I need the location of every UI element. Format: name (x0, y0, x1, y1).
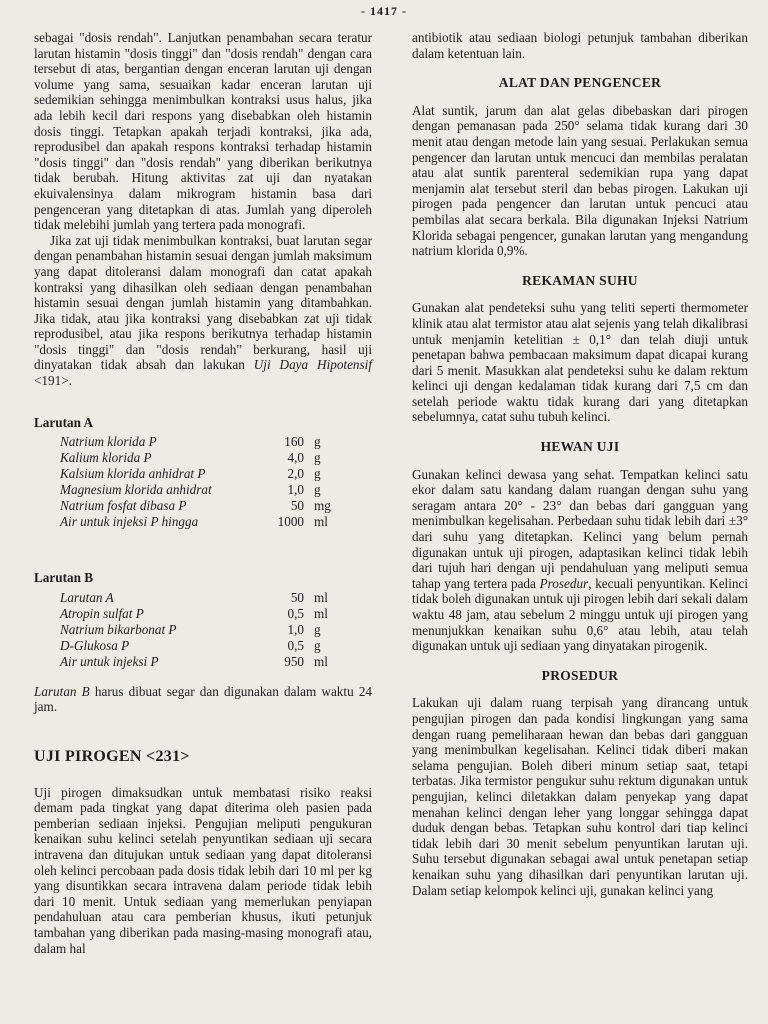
ingredient-unit: g (314, 482, 321, 498)
ingredient-name: Larutan A (60, 589, 114, 605)
histamine-paragraph-2 (34, 233, 372, 389)
table-row (60, 514, 354, 530)
page-number: - 1417 - (361, 4, 407, 18)
table-row (60, 450, 354, 466)
ingredient-unit: g (314, 434, 321, 450)
procedure-reference: Prosedur (539, 575, 589, 591)
ingredient-qty: 50 (290, 589, 304, 605)
ingredient-qty: 1,0 (287, 621, 304, 637)
ingredient-name: Kalium klorida P (60, 450, 152, 466)
ingredient-unit: g (314, 621, 321, 637)
ingredient-name: Natrium fosfat dibasa P (60, 498, 187, 514)
ingredient-unit: g (314, 637, 321, 653)
section-heading-equipment: ALAT DAN PENGENCER (498, 75, 662, 91)
section-heading-animals: HEWAN UJI (540, 439, 620, 455)
section-heading-procedure: PROSEDUR (541, 667, 619, 683)
table-row (60, 654, 354, 670)
solution-a-title: Larutan A (34, 414, 93, 430)
pyrogen-test-heading: UJI PIROGEN <231> (34, 748, 190, 766)
pyrogen-intro-paragraph: Uji pirogen dimaksudkan untuk membatasi risiko reaksi demam pada tingkat yang dapat diterima oleh pasien pada pemberian sediaan injeksi. Pengujian meliputi pengukuran kenaikan suhu kelinci setelah penyuntikan sediaan uji secara intravena dan ditujukan untuk sediaan yang dapat ditoleransi oleh kelinci percobaan pada dosis tidak lebih dari 10 ml per kg yang disuntikkan secara intravena dalam periode tidak lebih dari 10 menit. Untuk sediaan yang memerlukan penyiapan pendahuluan atau cara pemberian khusus, ikuti petunjuk tambahan yang diberikan pada masing-masing monografi atau, dalam hal (34, 784, 372, 956)
hypotensive-test-reference: Uji Daya Hipotensif (253, 357, 372, 373)
table-row (60, 482, 354, 498)
para2-tail: <191>. (34, 373, 72, 389)
solution-b-title: Larutan B (34, 570, 93, 586)
histamine-paragraph: sebagai "dosis rendah". Lanjutkan penambahan secara teratur larutan histamin "dosis tinggi" dan "dosis rendah" dengan cara tersebut di atas, bergantian dengan enceran larutan uji dengan volume yang sama, sesuaikan kadar enceran larutan uji sedemikian sehingga menimbulkan kontraksi usus halus, jika ada lebih kecil dari respons yang disebabkan oleh histamin dosis tinggi. Tetapkan apakah terjadi kontraksi, jika ada, reprodusibel dan apakah respons kontraksi terhadap histamin "dosis tinggi" dan "dosis rendah" yang diberikan berikutnya tidak berubah. Hitung aktivitas zat uji dan nyatakan ekuivalensinya dalam mikrogram histamin basa dari pengenceran yang ditetapkan di atas. Jumlah yang diperoleh tidak melebihi jumlah yang tertera pada monografi. (34, 30, 372, 233)
table-row (60, 638, 354, 654)
ingredient-unit: ml (314, 514, 328, 530)
ingredient-qty: 1000 (277, 514, 304, 530)
ingredient-unit: g (314, 450, 321, 466)
ingredient-unit: ml (314, 605, 328, 621)
ingredient-qty: 2,0 (287, 466, 304, 482)
solution-b-reference: Larutan B (34, 683, 90, 699)
table-row (60, 606, 354, 622)
animals-text: Gunakan kelinci dewasa yang sehat. Tempatkan kelinci satu ekor dalam satu kandang dalam ruangan dengan suhu yang seragam antara 20° - 23° dan bebas dari gangguan yang menimbulkan kegelisahan. Perbedaan suhu tidak lebih dari ±3° dari suhu yang ditetapkan. Kelinci yang belum pernah digunakan untuk uji pirogen, adaptasikan kelinci tidak lebih dari tujuh hari dengan uji pendahuluan yang meliputi semua tahap yang tertera pada (412, 466, 748, 591)
ingredient-unit: mg (314, 498, 331, 514)
ingredient-unit: ml (314, 653, 328, 669)
ingredient-name: Magnesium klorida anhidrat (60, 482, 212, 498)
table-row (60, 498, 354, 514)
ingredient-name: D-Glukosa P (60, 637, 130, 653)
ingredient-qty: 0,5 (287, 637, 304, 653)
para2-main: Jika zat uji tidak menimbulkan kontraksi, buat larutan segar dengan penambahan histamin sesuai dengan jumlah maksimum yang dapat ditoleransi dalam monografi dan catat apakah kontraksi yang dihasilkan oleh sediaan dengan penambahan histamin sesuai dengan jumlah histamin yang ditambahkan. Jika tidak, atau jika kontraksi yang disebabkan zat uji tidak reprodusibel, atau jika respons berikutnya terhadap histamin "dosis tinggi" dan "dosis rendah" berkurang, hasil uji dinyatakan tidak absah dan lakukan (34, 232, 372, 373)
ingredient-name: Atropin sulfat P (60, 605, 144, 621)
ingredient-qty: 950 (284, 653, 304, 669)
ingredient-name: Kalsium klorida anhidrat P (60, 466, 206, 482)
section-heading-temperature: REKAMAN SUHU (522, 272, 638, 288)
solution-b-note-text: harus dibuat segar dan digunakan dalam waktu 24 jam. (34, 683, 373, 715)
continuation-text: antibiotik atau sediaan biologi petunjuk tambahan diberikan dalam ketentuan lain. (412, 30, 748, 61)
ingredient-name: Natrium bikarbonat P (60, 621, 177, 637)
ingredient-name: Air untuk injeksi P (60, 653, 159, 669)
solution-b-note (34, 684, 372, 715)
ingredient-qty: 1,0 (287, 482, 304, 498)
table-row (60, 590, 354, 606)
ingredient-unit: ml (314, 589, 328, 605)
table-row (60, 466, 354, 482)
animals-paragraph (412, 467, 748, 654)
ingredient-name: Natrium klorida P (60, 434, 157, 450)
equipment-paragraph: Alat suntik, jarum dan alat gelas dibebaskan dari pirogen dengan pemanasan pada 250° selama tidak kurang dari 30 menit atau dengan metode lain yang sesuai. Perlakukan semua pengencer dan larutan untuk mencuci dan membilas peralatan atau alat suntik parenteral sedemikian rupa yang dapat menjamin alat tersebut steril dan bebas pirogen. Lakukan uji pirogen pada pengencer dan larutan untuk pencuci atau pembilas alat secara berkala. Bila digunakan Injeksi Natrium Klorida sebagai pengencer, gunakan larutan yang mengandung natrium klorida 0,9%. (412, 102, 748, 259)
table-row (60, 434, 354, 450)
ingredient-qty: 50 (290, 498, 304, 514)
ingredient-qty: 0,5 (287, 605, 304, 621)
ingredient-unit: g (314, 466, 321, 482)
ingredient-qty: 4,0 (287, 450, 304, 466)
table-row (60, 622, 354, 638)
solution-a-table (60, 434, 354, 530)
ingredient-name: Air untuk injeksi P hingga (60, 514, 199, 530)
animals-text-tail: , kecuali penyuntikan. Kelinci tidak boleh digunakan untuk uji pirogen lebih dari sekali dalam waktu 48 jam, atau sebelum 2 minggu untuk uji pirogen yang menunjukkan kenaikan suhu 0,6° atau lebih, atau telah digunakan untuk uji sediaan yang dinyatakan pirogenik. (412, 575, 748, 654)
left-column (34, 30, 372, 956)
right-column (412, 30, 748, 898)
ingredient-qty: 160 (284, 434, 304, 450)
procedure-paragraph: Lakukan uji dalam ruang terpisah yang dirancang untuk pengujian pirogen dan pada kondisi lingkungan yang sama dengan ruang pemeliharaan hewan dan bebas dari gangguan yang menimbulkan kegelisahan. Kelinci tidak diberi makan selama pengujian. Boleh diberi minum setiap saat, tetapi terbatas. Jika termistor pengukur suhu rektum digunakan untuk pengujian, kelinci diletakkan dalam penyekap yang dapat menahan kelinci dengan leher yang longgar sehingga dapat duduk dengan bebas. Tetapkan suhu kontrol dari tiap kelinci tidak lebih dari 30 menit sebelum penyuntikan larutan uji. Suhu tersebut digunakan sebagai awal untuk penetapan setiap kenaikan suhu yang dihasilkan dari penyuntikan larutan uji. Dalam setiap kelompok kelinci uji, gunakan kelinci yang (412, 695, 748, 898)
solution-b-table (60, 590, 354, 670)
temperature-paragraph: Gunakan alat pendeteksi suhu yang teliti seperti thermometer klinik atau alat termistor atau alat sejenis yang telah dikalibrasi untuk menjamin ketelitian ± 0,1° dan telah diuji untuk penetapan bahwa pembacaan maksimum dapat dicapai kurang dari 5 menit. Masukkan alat pendeteksi suhu ke dalam rektum kelinci uji dengan kedalaman tidak kurang dari 7,5 cm dan setelah periode waktu tidak kurang dari yang ditetapkan sebelumnya, catat suhu tubuh kelinci. (412, 300, 748, 425)
